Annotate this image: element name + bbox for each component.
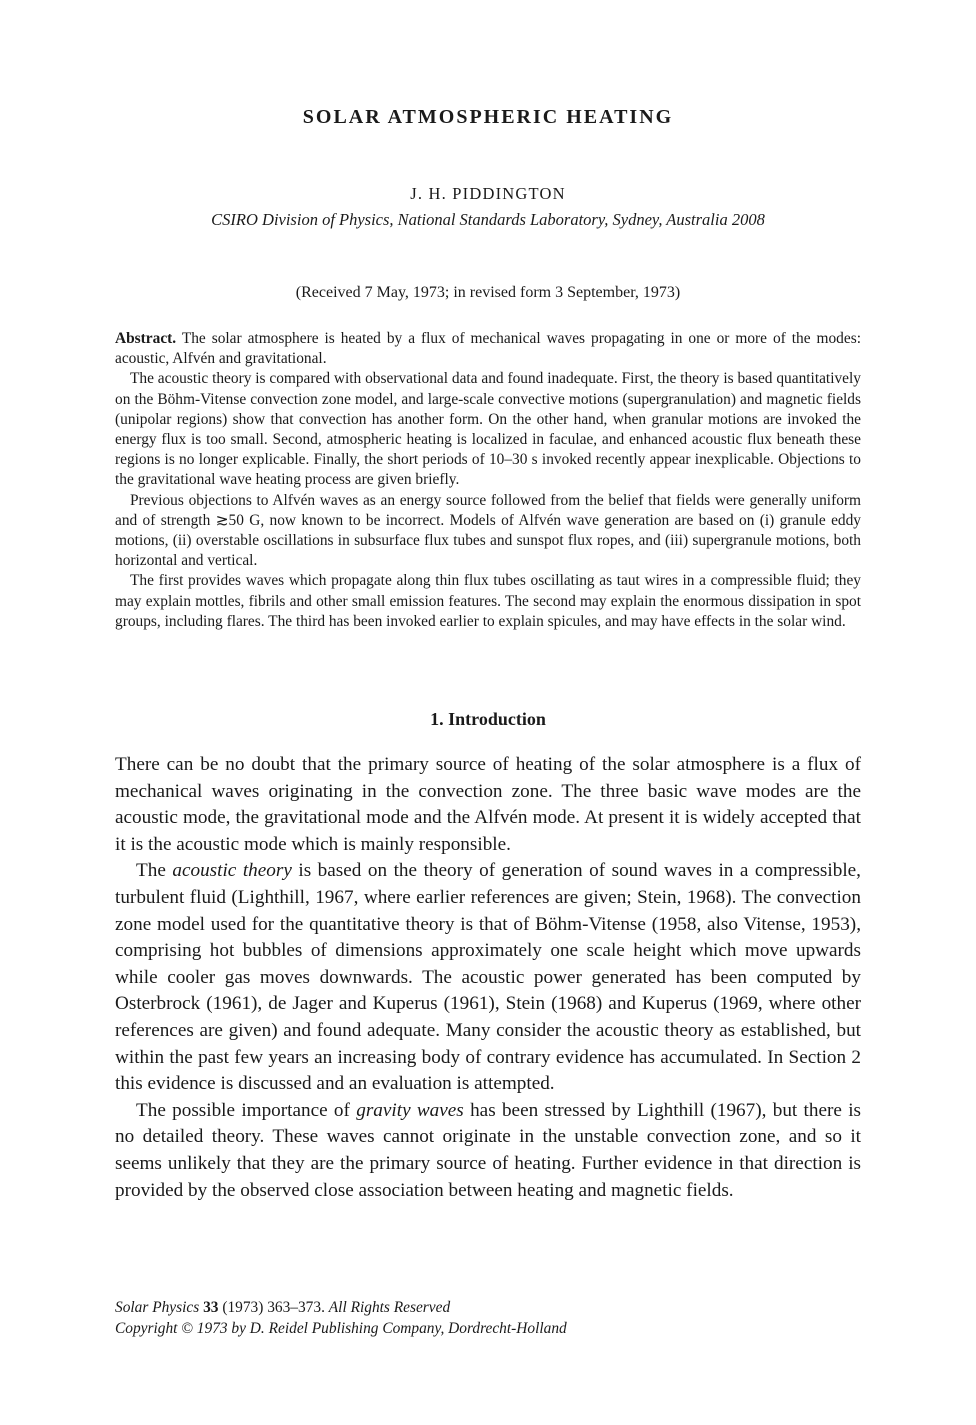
paper-title: SOLAR ATMOSPHERIC HEATING — [302, 106, 674, 128]
body-text: is based on the theory of generation of sound waves in a compressible, turbulent fluid (Lighthill, 1967, where earlier references are given; Stein, 1968). The convection zone model used for the quantitative theory is that of Böhm-Vitense (1958, also Vitense, 1953), comprising hot bubbles of dimensions approximately one scale height which move upwards while cooler gas moves downwards. The acoustic power generated has been computed by Osterbrock (1961), de Jager and Kuperus (1961), Stein (1968) and Kuperus (1969, where other references are given) and found adequate. Many consider the acoustic theory as established, but within the past few years an increasing body of contrary evidence has accumulated. In Section 2 this evidence is discussed and an evaluation is attempted. — [115, 860, 861, 1095]
body-paragraph — [115, 858, 861, 1097]
received-dates: (Received 7 May, 1973; in revised form 3 September, 1973) — [295, 284, 681, 301]
copyright-line: Copyright © 1973 by D. Reidel Publishing Company, Dordrecht-Holland — [115, 1320, 567, 1337]
abstract-paragraph — [115, 329, 861, 369]
page-footer — [115, 1297, 861, 1339]
body-text: The possible importance of — [136, 1099, 357, 1121]
emphasis-gravity-waves: gravity waves — [356, 1099, 464, 1121]
author-affiliation: CSIRO Division of Physics, National Standards Laboratory, Sydney, Australia 2008 — [211, 210, 765, 229]
body-paragraph: There can be no doubt that the primary source of heating of the solar atmosphere is a flux of mechanical waves originating in the convection zone. The three basic wave modes are the acoustic mode, the gravitational mode and the Alfvén mode. At present it is widely accepted that it is the acoustic mode which is mainly responsible. — [115, 754, 861, 855]
journal-volume: 33 — [203, 1299, 219, 1316]
abstract-paragraph: Previous objections to Alfvén waves as an energy source followed from the belief that fields were generally uniform and of strength ≳50 G, now known to be incorrect. Models of Alfvén wave generation are based on (i) granule eddy motions, (ii) overstable oscillations in subsurface flux tubes and sunspot flux ropes, and (iii) supergranule motions, both horizontal and vertical. — [115, 491, 861, 570]
abstract — [115, 329, 861, 632]
rights-statement: All Rights Reserved — [328, 1299, 451, 1316]
abstract-paragraph: The acoustic theory is compared with observational data and found inadequate. First, the theory is based quantitatively on the Böhm-Vitense convection zone model, and large-scale convective motions (supergranulation) and magnetic fields (unipolar regions) show that convection has another form. On the other hand, when granular motions are invoked the energy flux is too small. Second, atmospheric heating is localized in faculae, and enhanced acoustic flux beneath these regions is no longer explicable. Finally, the short periods of 10–30 s invoked recently appear inexplicable. Objections to the gravitational wave heating process are given briefly. — [115, 370, 861, 489]
abstract-paragraph: The first provides waves which propagate along thin flux tubes oscillating as taut wires in a compressible fluid; they may explain mottles, fibrils and other small emission features. The second may explain the enormous dissipation in spot groups, including flares. The third has been invoked earlier to explain spicules, and may have effects in the solar wind. — [115, 572, 861, 630]
body-text: has been stressed by Lighthill (1967), but there is no detailed theory. These waves cannot originate in the unstable convection zone, and so it seems unlikely that they are the primary source of heating. Further evidence in that direction is provided by the observed close association between heating and magnetic fields. — [115, 1099, 861, 1201]
journal-pages: (1973) 363–373. — [218, 1299, 329, 1316]
body-text: The — [136, 860, 173, 882]
abstract-label: Abstract. — [115, 330, 177, 347]
journal-citation — [115, 1297, 861, 1318]
journal-name: Solar Physics — [115, 1299, 200, 1316]
section-heading-introduction: 1. Introduction — [430, 709, 546, 729]
abstract-text: The solar atmosphere is heated by a flux of mechanical waves propagating in one or more of the modes: acoustic, Alfvén and gravitational. — [115, 330, 861, 368]
introduction-body — [115, 752, 861, 1204]
body-paragraph — [115, 1098, 861, 1204]
author-name: J. H. PIDDINGTON — [410, 184, 566, 203]
emphasis-acoustic-theory: acoustic theory — [172, 860, 292, 882]
